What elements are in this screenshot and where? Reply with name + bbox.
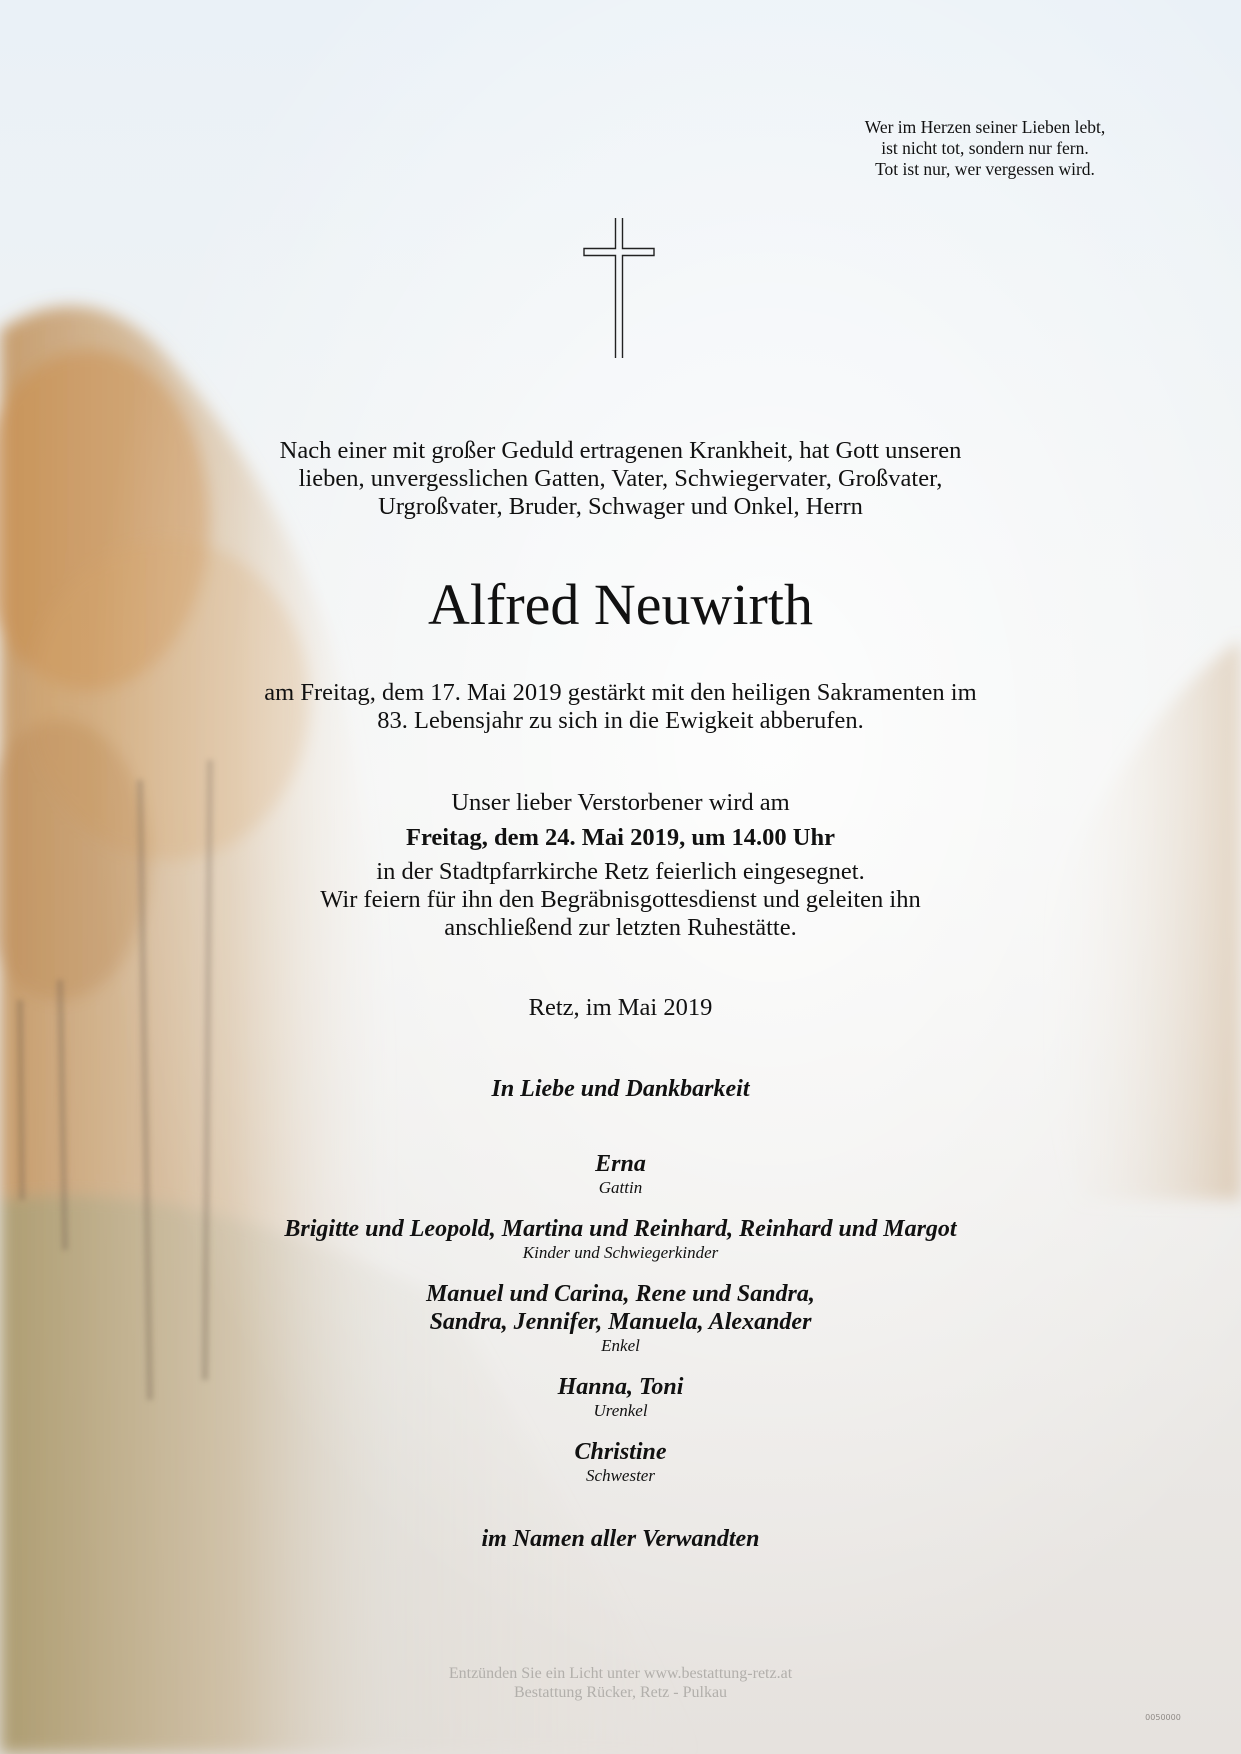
- funeral-line: Wir feiern für ihn den Begräbnisgottesdienst und geleiten ihn: [320, 886, 921, 913]
- mourner-group: [0, 1373, 1241, 1421]
- motto-line: Tot ist nur, wer vergessen wird.: [875, 159, 1095, 179]
- place-date: Retz, im Mai 2019: [528, 994, 713, 1021]
- death-line: am Freitag, dem 17. Mai 2019 gestärkt mit den heiligen Sakramenten im: [264, 679, 977, 706]
- mourner-relation: Gattin: [598, 1178, 643, 1197]
- intro-line: lieben, unvergesslichen Gatten, Vater, Schwiegervater, Großvater,: [298, 465, 943, 492]
- funeral-date: Freitag, dem 24. Mai 2019, um 14.00 Uhr: [406, 824, 835, 851]
- document-stamp: 0050000: [1145, 1713, 1181, 1722]
- footer: [0, 1664, 1241, 1702]
- funeral-details: [0, 858, 1241, 942]
- mourner-relation: Kinder und Schwiegerkinder: [522, 1243, 719, 1262]
- thanks-heading: In Liebe und Dankbarkeit: [491, 1076, 750, 1102]
- death-line: 83. Lebensjahr zu sich in die Ewigkeit abberufen.: [377, 707, 864, 734]
- mourner-group: [0, 1150, 1241, 1198]
- mourner-relation: Enkel: [601, 1336, 640, 1355]
- intro-line: Nach einer mit großer Geduld ertragenen Krankheit, hat Gott unseren: [279, 437, 962, 464]
- mourner-names: Hanna, Toni: [557, 1374, 684, 1400]
- mourner-names: Erna: [595, 1151, 646, 1177]
- mourner-group: [0, 1280, 1241, 1356]
- closing-line: im Namen aller Verwandten: [481, 1526, 760, 1552]
- mourner-relation: Urenkel: [593, 1401, 648, 1420]
- mourner-relation: Schwester: [586, 1466, 655, 1485]
- motto-line: ist nicht tot, sondern nur fern.: [881, 138, 1089, 158]
- mourner-names: Manuel und Carina, Rene und Sandra,: [426, 1281, 815, 1307]
- cross-icon: [582, 216, 658, 360]
- death-notice: [0, 679, 1241, 735]
- mourners-list: [0, 1150, 1241, 1503]
- mourner-group: [0, 1438, 1241, 1486]
- mourner-names: Brigitte und Leopold, Martina und Reinhard, Reinhard und Margot: [284, 1216, 957, 1242]
- deceased-name: Alfred Neuwirth: [428, 572, 813, 637]
- funeral-lead: Unser lieber Verstorbener wird am: [451, 789, 790, 816]
- mourner-names: Sandra, Jennifer, Manuela, Alexander: [429, 1309, 812, 1335]
- footer-line: Bestattung Rücker, Retz - Pulkau: [513, 1684, 728, 1701]
- mourner-names: Christine: [574, 1439, 667, 1465]
- motto-line: Wer im Herzen seiner Lieben lebt,: [864, 117, 1106, 137]
- mourner-group: [0, 1215, 1241, 1263]
- funeral-line: anschließend zur letzten Ruhestätte.: [444, 914, 797, 941]
- funeral-line: in der Stadtpfarrkirche Retz feierlich eingesegnet.: [376, 858, 865, 885]
- intro-line: Urgroßvater, Bruder, Schwager und Onkel, Herrn: [378, 493, 863, 520]
- motto-quote: [820, 117, 1150, 180]
- intro-text: [0, 437, 1241, 521]
- footer-line: Entzünden Sie ein Licht unter www.bestattung-retz.at: [448, 1665, 793, 1682]
